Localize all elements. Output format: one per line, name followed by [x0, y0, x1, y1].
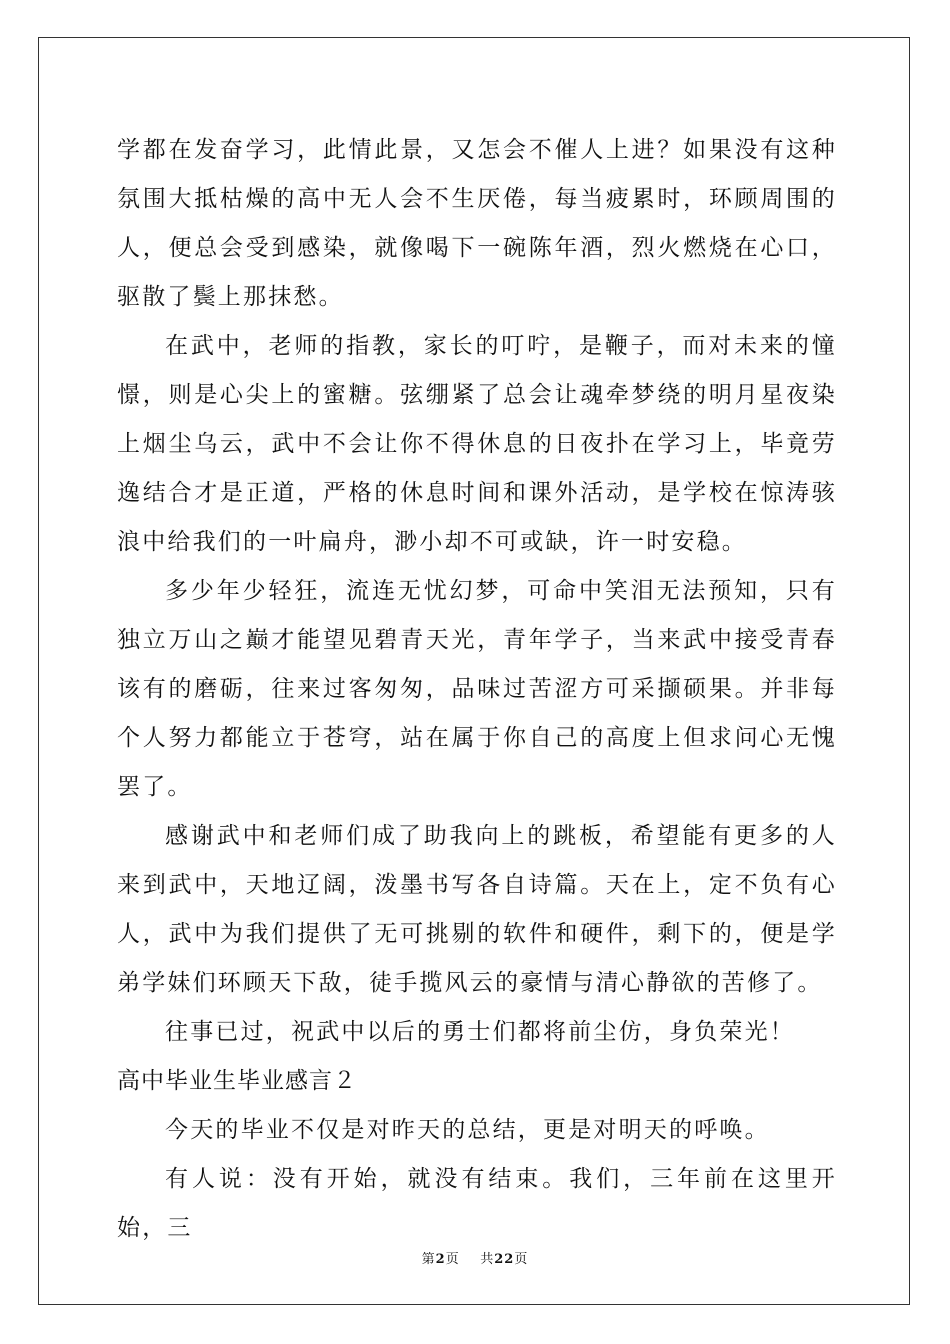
page-suffix: 页 [445, 1252, 460, 1267]
page-number: 2 [435, 1252, 446, 1267]
paragraph-2: 在武中，老师的指教，家长的叮咛，是鞭子，而对未来的憧憬，则是心尖上的蜜糖。弦绷紧了总会让魂牵梦绕的明月星夜染上烟尘乌云，武中不会让你不得休息的日夜扑在学习上，毕竟劳逸结合才是正道，严格的休息时间和课外活动，是学校在惊涛骇浪中给我们的一叶扁舟，渺小却不可或缺，许一时安稳。 [117, 333, 837, 555]
paragraph-1: 学都在发奋学习，此情此景，又怎会不催人上进？如果没有这种氛围大抵枯燥的高中无人会不生厌倦，每当疲累时，环顾周围的人，便总会受到感染，就像喝下一碗陈年酒，烈火燃烧在心口，驱散了鬓上那抹愁。 [117, 137, 837, 310]
section-title: 高中毕业生毕业感言２ [117, 1068, 357, 1094]
paragraph-4: 感谢武中和老师们成了助我向上的跳板，希望能有更多的人来到武中，天地辽阔，泼墨书写各自诗篇。天在上，定不负有心人，武中为我们提供了无可挑剔的软件和硬件，剩下的，便是学弟学妹们环顾天下敌，徒手揽风云的豪情与清心静欲的苦修了。 [117, 823, 837, 996]
page-footer [0, 1248, 950, 1267]
total-pages: 22 [494, 1252, 515, 1267]
paragraph-6: 今天的毕业不仅是对昨天的总结，更是对明天的呼唤。 [165, 1117, 770, 1143]
paragraph-5: 往事已过，祝武中以后的勇士们都将前尘仿，身负荣光！ [165, 1019, 795, 1045]
total-suffix: 页 [514, 1252, 529, 1267]
paragraph-3: 多少年少轻狂，流连无忧幻梦，可命中笑泪无法预知，只有独立万山之巅才能望见碧青天光，青年学子，当来武中接受青春该有的磨砺，往来过客匆匆，品味过苦涩方可采撷硕果。并非每个人努力都能立于苍穹，站在属于你自己的高度上但求问心无愧罢了。 [117, 578, 837, 800]
total-prefix: 共 [480, 1252, 495, 1267]
paragraph-7: 有人说：没有开始，就没有结束。我们，三年前在这里开始，三 [117, 1166, 837, 1241]
page-prefix: 第 [421, 1252, 436, 1267]
document-body [117, 126, 837, 1253]
